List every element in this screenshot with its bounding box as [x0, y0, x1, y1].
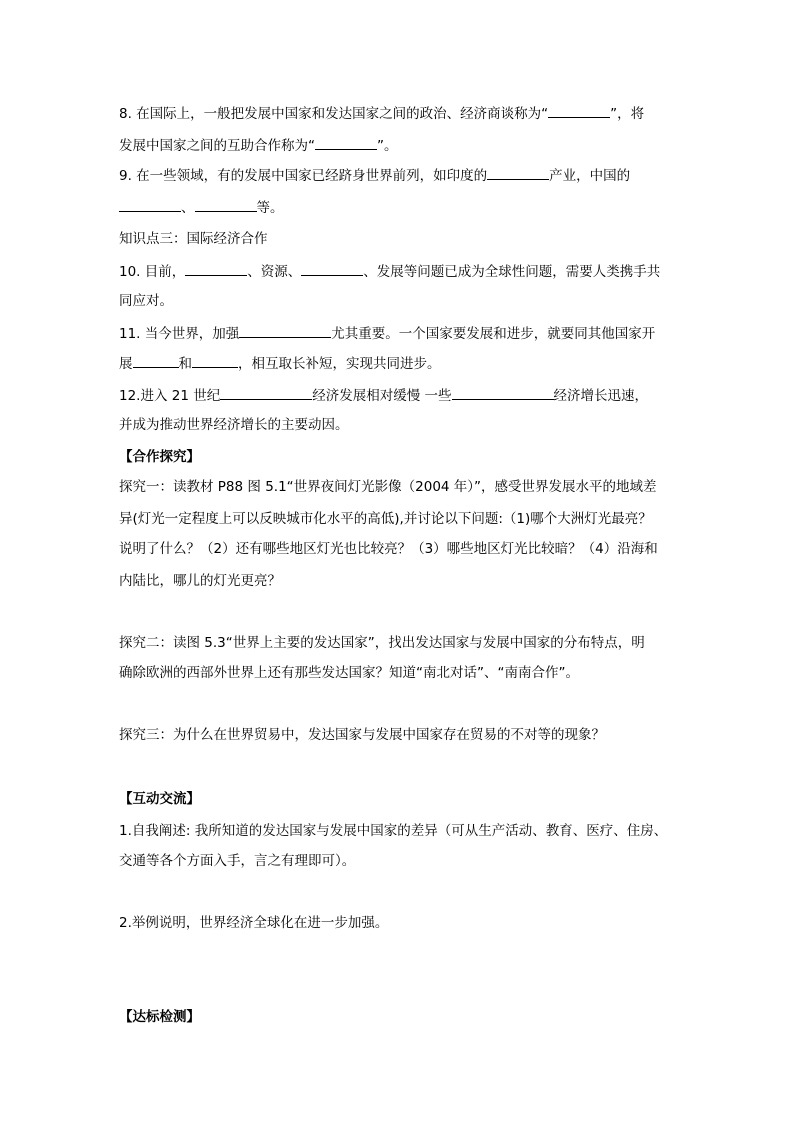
explore1-line3: 说明了什么？（2）还有哪些地区灯光也比较亮？（3）哪些地区灯光比较暗？（4）沿海和: [119, 541, 658, 557]
q11-blank-3[interactable]: [192, 353, 238, 368]
q10-text-c: 、发展等问题已成为全球性问题，需要人类携手共: [363, 264, 661, 280]
interact1-line1: 1.自我阐述: 我所知道的发达国家与发展中国家的差异（可从生产活动、教育、医疗、住房、: [119, 823, 668, 839]
q11-text-a: 11. 当今世界，加强: [119, 326, 240, 342]
q12-blank-1[interactable]: [220, 385, 312, 400]
explore2-line2: 确除欧洲的西部外世界上还有那些发达国家？知道“南北对话”、“南南合作”。: [119, 665, 579, 681]
q12-blank-2[interactable]: [452, 385, 554, 400]
q8-line2: [119, 135, 398, 155]
q9-text-a: 9. 在一些领域，有的发展中国家已经跻身世界前列，如印度的: [119, 168, 488, 184]
knowledge-point-heading: 知识点三：国际经济合作: [119, 231, 268, 247]
q8-blank-1[interactable]: [548, 103, 610, 118]
q8-text-a: 8. 在国际上，一般把发展中国家和发达国家之间的政治、经济商谈称为“: [119, 106, 549, 122]
q9-blank-3[interactable]: [195, 197, 257, 212]
q11-line2: [119, 353, 441, 373]
q11-text-c: 展: [119, 356, 133, 372]
q12-text-c: 经济增长迅速，: [553, 388, 649, 404]
test-heading: 【达标检测】: [119, 1009, 200, 1025]
q12-line2: 并成为推动世界经济增长的主要动因。: [119, 417, 349, 433]
q12-text-a: 12.进入 21 世纪: [119, 388, 221, 404]
q9-blank-2[interactable]: [119, 197, 181, 212]
explore1-line1: 探究一：读教材 P88 图 5.1“世界夜间灯光影像（2004 年）”，感受世界发展水平的地域差: [119, 479, 657, 495]
q8-text-b: ”，将: [610, 106, 645, 122]
q11-blank-2[interactable]: [133, 353, 179, 368]
q9-line2: [119, 197, 284, 217]
interact2-line: 2.举例说明，世界经济全球化在进一步加强。: [119, 915, 389, 931]
q11-text-e: ，相互取长补短，实现共同进步。: [238, 356, 441, 372]
q12-line1: [119, 385, 648, 405]
q9-line1: [119, 165, 630, 185]
q10-line1: [119, 261, 660, 281]
q10-text-a: 10. 目前，: [119, 264, 186, 280]
q8-text-d: ”。: [377, 138, 398, 154]
explore1-line4: 内陆比，哪儿的灯光更亮？: [119, 573, 281, 589]
q11-text-b: 尤其重要。一个国家要发展和进步，就要同其他国家开: [331, 326, 656, 342]
explore1-line2: 异(灯光一定程度上可以反映城市化水平的高低),并讨论以下问题:（1)哪个大洲灯光最亮？: [119, 511, 652, 527]
cooperate-heading: 【合作探究】: [119, 449, 200, 465]
explore3-line: 探究三：为什么在世界贸易中，发达国家与发展中国家存在贸易的不对等的现象？: [119, 727, 605, 743]
q11-line1: [119, 323, 655, 343]
q9-end: 等。: [256, 200, 284, 216]
q9-sep: 、: [181, 200, 195, 216]
interact-heading: 【互动交流】: [119, 791, 200, 807]
q11-blank-1[interactable]: [239, 323, 331, 338]
q8-text-c: 发展中国家之间的互助合作称为“: [119, 138, 315, 154]
q10-line2: 同应对。: [119, 293, 173, 309]
q8-line1: [119, 103, 644, 123]
q11-text-d: 和: [178, 356, 192, 372]
q10-blank-2[interactable]: [301, 261, 363, 276]
q12-text-b: 经济发展相对缓慢 一些: [312, 388, 452, 404]
q9-text-b: 产业，中国的: [549, 168, 631, 184]
q10-text-b: 、资源、: [247, 264, 302, 280]
explore2-line1: 探究二：读图 5.3“世界上主要的发达国家”，找出发达国家与发展中国家的分布特点，明: [119, 635, 645, 651]
q8-blank-2[interactable]: [315, 135, 377, 150]
q10-blank-1[interactable]: [185, 261, 247, 276]
q9-blank-1[interactable]: [487, 165, 549, 180]
interact1-line2: 交通等各个方面入手，言之有理即可）。: [119, 853, 356, 869]
